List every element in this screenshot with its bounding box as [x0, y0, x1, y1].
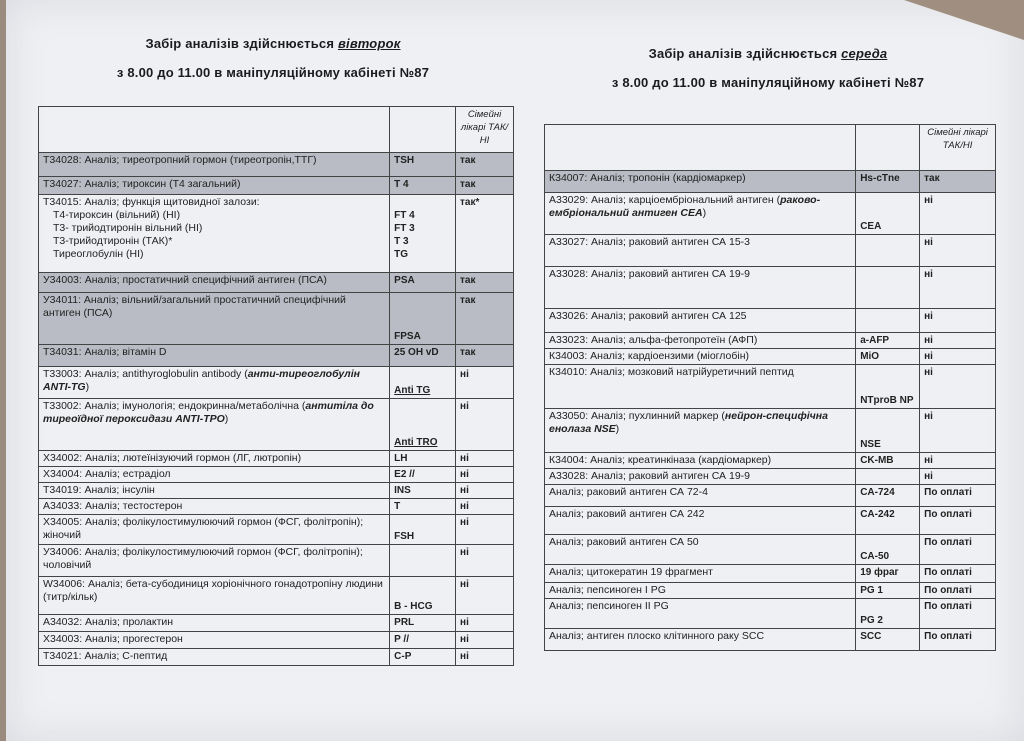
- analysis-code-text: LH: [394, 453, 408, 464]
- left-analysis-name: [39, 153, 390, 177]
- left-analysis-name: [39, 615, 390, 632]
- left-table-row: [39, 293, 514, 345]
- right-analysis-name: [545, 599, 856, 629]
- analysis-name-text: Аналіз; раковий антиген СА 50: [549, 536, 699, 548]
- left-analysis-code: [390, 367, 456, 399]
- right-title-day: середа: [841, 46, 888, 61]
- left-header-row: [39, 107, 514, 153]
- right-analysis-code: [856, 349, 920, 365]
- analysis-code-text: CK-MB: [860, 455, 894, 466]
- analysis-name-text: Т33003: Аналіз; antithyroglobulin antibody (: [43, 368, 248, 380]
- right-analysis-code: [856, 171, 920, 193]
- right-table-row: [545, 583, 996, 599]
- left-table-row: [39, 273, 514, 293]
- left-family-doctor-status: [456, 451, 514, 467]
- background-corner: [904, 0, 1024, 40]
- left-table-row: [39, 345, 514, 367]
- status-text: так: [460, 275, 476, 286]
- analysis-code-text: B - HCG: [394, 601, 433, 612]
- status-text: так*: [460, 197, 480, 208]
- right-analysis-name: [545, 309, 856, 333]
- analysis-name-end: ): [224, 413, 229, 425]
- status-text: ні: [924, 411, 933, 422]
- analysis-name-text: А34033: Аналіз; тестостерон: [43, 500, 183, 512]
- left-title-line2: з 8.00 до 11.00 в маніпуляційному кабінеті №87: [116, 65, 430, 80]
- right-family-doctor-status: [920, 309, 996, 333]
- left-family-doctor-status: [456, 483, 514, 499]
- left-analysis-name: [39, 649, 390, 666]
- right-table-row: [545, 171, 996, 193]
- analysis-code-text: NSE: [860, 439, 881, 450]
- left-schedule: [30, 36, 516, 80]
- analysis-name-text: Аналіз; антиген плоско клітинного раку SCC: [549, 630, 765, 642]
- analysis-name-text: У34006: Аналіз; фолікулостимулюючий гормон (ФСГ, фолітропін); чоловічий: [43, 546, 363, 571]
- analysis-code-text: CA-724: [860, 487, 895, 498]
- status-text: ні: [924, 367, 933, 378]
- left-family-doctor-status: [456, 649, 514, 666]
- left-family-doctor-status: [456, 345, 514, 367]
- left-title-day: вівторок: [337, 36, 401, 51]
- status-text: По оплаті: [924, 567, 972, 578]
- status-text: так: [460, 179, 476, 190]
- analysis-code-text: SCC: [860, 631, 882, 642]
- right-header-cell: [856, 125, 920, 171]
- analysis-code-text: FSH: [394, 531, 415, 542]
- left-family-doctor-status: [456, 273, 514, 293]
- right-analysis-name: [545, 535, 856, 565]
- right-table-row: [545, 365, 996, 409]
- right-table-row: [545, 629, 996, 651]
- analysis-code-text: NTproB NP: [860, 395, 914, 406]
- left-analysis-code: [390, 483, 456, 499]
- right-family-doctor-status: [920, 599, 996, 629]
- right-family-doctor-status: [920, 171, 996, 193]
- status-text: ні: [460, 369, 469, 380]
- analysis-name-text: Аналіз; пепсиноген I PG: [549, 584, 666, 596]
- analysis-sub-item: Т4-тироксин (вільний) (НІ): [53, 209, 181, 221]
- right-family-doctor-status: [920, 193, 996, 235]
- analysis-name-text: Аналіз; цитокератин 19 фрагмент: [549, 566, 713, 578]
- status-text: ні: [924, 311, 933, 322]
- right-analysis-name: [545, 333, 856, 349]
- left-analysis-name: [39, 632, 390, 649]
- right-table-row: [545, 565, 996, 583]
- right-analysis-name: [545, 469, 856, 485]
- left-analysis-name: [39, 399, 390, 451]
- analysis-name-emphasis: анти-тиреоглобулін ANTI-TG: [43, 368, 360, 393]
- status-text: ні: [460, 547, 469, 558]
- right-table-row: [545, 485, 996, 507]
- status-text: так: [460, 347, 476, 358]
- right-analysis-name: [545, 565, 856, 583]
- left-analysis-name: [39, 367, 390, 399]
- right-table-row: [545, 309, 996, 333]
- right-analysis-name: [545, 583, 856, 599]
- left-analysis-code: [390, 545, 456, 577]
- analysis-code-text: TG: [394, 249, 409, 260]
- left-analysis-name: [39, 293, 390, 345]
- analysis-code-text: T: [394, 501, 401, 512]
- left-family-doctor-status: [456, 515, 514, 545]
- analysis-name-emphasis: антитіла до тиреоїдної пероксидази ANTI-TPO: [43, 400, 374, 425]
- status-text: По оплаті: [924, 487, 972, 498]
- left-analysis-code: [390, 515, 456, 545]
- analysis-name-text: А33050: Аналіз; пухлинний маркер (: [549, 410, 725, 422]
- right-family-doctor-status: [920, 453, 996, 469]
- left-table-row: [39, 467, 514, 483]
- right-header-row: [545, 125, 996, 171]
- right-analysis-code: [856, 193, 920, 235]
- analysis-name-text: А34032: Аналіз; пролактин: [43, 616, 174, 628]
- analysis-code-text: PRL: [394, 617, 415, 628]
- analysis-code-text: TSH: [394, 155, 415, 166]
- right-family-doctor-status: [920, 485, 996, 507]
- right-table-row: [545, 349, 996, 365]
- analysis-name-text: А33029: Аналіз; карціоембріональний антиген (: [549, 194, 781, 206]
- left-table-row: [39, 515, 514, 545]
- left-analysis-name: [39, 577, 390, 615]
- right-table-row: [545, 535, 996, 565]
- left-analysis-code: [390, 273, 456, 293]
- left-analysis-code: [390, 577, 456, 615]
- analysis-name-text: А33027: Аналіз; раковий антиген СА 15-3: [549, 236, 750, 248]
- analysis-name-text: К34003: Аналіз; кардіоензими (міоглобін): [549, 350, 749, 362]
- left-analysis-code: [390, 632, 456, 649]
- left-family-doctor-status: [456, 577, 514, 615]
- analysis-name-text: К34010: Аналіз; мозковий натрійуретичний пептид: [549, 366, 794, 378]
- status-text: По оплаті: [924, 509, 972, 520]
- left-analysis-code: [390, 399, 456, 451]
- right-analysis-code: [856, 507, 920, 535]
- right-family-doctor-status: [920, 629, 996, 651]
- status-text: ні: [460, 651, 469, 662]
- status-text: так: [924, 173, 940, 184]
- status-text: ні: [460, 485, 469, 496]
- right-family-doctor-status: [920, 469, 996, 485]
- analysis-name-text: А33026: Аналіз; раковий антиген СА 125: [549, 310, 747, 322]
- analysis-name-text: У34011: Аналіз; вільний/загальний простатичний специфічний антиген (ПСА): [43, 294, 346, 319]
- left-analysis-code: [390, 615, 456, 632]
- right-analysis-code: [856, 629, 920, 651]
- right-family-doctor-status: [920, 409, 996, 453]
- left-family-doctor-status: [456, 499, 514, 515]
- right-analysis-code: [856, 365, 920, 409]
- analysis-code-text: 25 OH vD: [394, 347, 439, 358]
- analysis-code-text: CA-242: [860, 509, 895, 520]
- analysis-name-text: Т34027: Аналіз; тироксин (Т4 загальний): [43, 178, 241, 190]
- right-analysis-name: [545, 507, 856, 535]
- analysis-name-emphasis: нейрон-специфічна енолаза NSE: [549, 410, 828, 435]
- analysis-name-text: Аналіз; раковий антиген СА 242: [549, 508, 705, 520]
- right-family-doctor-status: [920, 565, 996, 583]
- analysis-sub-item: Т3- трийодтиронін вільний (НІ): [53, 222, 203, 234]
- left-analysis-table: [38, 106, 514, 666]
- left-analysis-name: [39, 177, 390, 195]
- right-table-row: [545, 469, 996, 485]
- left-table-row: [39, 545, 514, 577]
- analysis-code-text: a-AFP: [860, 335, 890, 346]
- analysis-code-text: E2 //: [394, 469, 415, 480]
- analysis-code-text: Т 4: [394, 179, 409, 190]
- status-text: По оплаті: [924, 601, 972, 612]
- right-analysis-code: [856, 565, 920, 583]
- right-table-row: [545, 193, 996, 235]
- right-title-line1: [538, 46, 998, 61]
- left-table-row: [39, 499, 514, 515]
- right-family-doctor-status: [920, 235, 996, 267]
- status-text: ні: [460, 579, 469, 590]
- left-table-row: [39, 649, 514, 666]
- right-schedule: [538, 46, 998, 90]
- left-header-cell: [39, 107, 390, 153]
- analysis-code-text: PG 2: [860, 615, 883, 626]
- left-analysis-code: [390, 293, 456, 345]
- analysis-name-text: Х34004: Аналіз; естрадіол: [43, 468, 171, 480]
- analysis-name-text: А33023: Аналіз; альфа-фетопротеїн (АФП): [549, 334, 758, 346]
- analysis-sub-item: Тиреоглобулін (НІ): [53, 248, 144, 260]
- status-text: ні: [460, 517, 469, 528]
- analysis-name-text: Т34028: Аналіз; тиреотропний гормон (тиреотропін,ТТГ): [43, 154, 317, 166]
- right-analysis-code: [856, 309, 920, 333]
- analysis-code-text: Т 3: [394, 236, 409, 247]
- analysis-name-text: А33028: Аналіз; раковий антиген СА 19-9: [549, 268, 750, 280]
- left-title-prefix: Забір аналізів здійснюється: [145, 36, 338, 51]
- right-analysis-code: [856, 469, 920, 485]
- analysis-name-text: Х34005: Аналіз; фолікулостимулюючий гормон (ФСГ, фолітропін); жіночий: [43, 516, 364, 541]
- left-table-row: [39, 632, 514, 649]
- analysis-name-text: Аналіз; раковий антиген СА 72-4: [549, 486, 708, 498]
- analysis-name-text: К34004: Аналіз; креатинкіназа (кардіомаркер): [549, 454, 772, 466]
- right-table-row: [545, 235, 996, 267]
- analysis-name-text: Т34021: Аналіз; С-пептид: [43, 650, 168, 662]
- right-family-doctor-status: [920, 267, 996, 309]
- left-table-row: [39, 195, 514, 273]
- right-analysis-name: [545, 453, 856, 469]
- analysis-name-text: Аналіз; пепсиноген II PG: [549, 600, 669, 612]
- right-family-doctor-status: [920, 583, 996, 599]
- right-analysis-name: [545, 171, 856, 193]
- analysis-name-end: ): [615, 423, 620, 435]
- status-text: ні: [460, 401, 469, 412]
- left-family-doctor-status: [456, 177, 514, 195]
- left-analysis-name: [39, 483, 390, 499]
- left-header-family-doctors: Сімейні лікарі ТАК/НІ: [460, 109, 509, 146]
- status-text: По оплаті: [924, 537, 972, 548]
- left-table-row: [39, 177, 514, 195]
- left-title-line1: [30, 36, 516, 51]
- analysis-name-text: К34007: Аналіз; тропонін (кардіомаркер): [549, 172, 746, 184]
- left-analysis-name: [39, 515, 390, 545]
- analysis-code-text: FT 3: [394, 223, 415, 234]
- left-analysis-code: [390, 195, 456, 273]
- right-table-row: [545, 453, 996, 469]
- status-text: ні: [924, 237, 933, 248]
- analysis-name-text: Т34015: Аналіз; функція щитовидної залози:: [43, 196, 260, 208]
- left-analysis-name: [39, 545, 390, 577]
- status-text: ні: [924, 471, 933, 482]
- right-analysis-code: [856, 535, 920, 565]
- status-text: ні: [924, 269, 933, 280]
- status-text: По оплаті: [924, 631, 972, 642]
- right-title-prefix: Забір аналізів здійснюється: [648, 46, 842, 61]
- right-family-doctor-status: [920, 349, 996, 365]
- right-analysis-name: [545, 629, 856, 651]
- left-table-row: [39, 399, 514, 451]
- right-analysis-code: [856, 453, 920, 469]
- left-table-row: [39, 615, 514, 632]
- analysis-name-text: Х34003: Аналіз; прогестерон: [43, 633, 183, 645]
- left-family-doctor-status: [456, 195, 514, 273]
- left-family-doctor-status: [456, 153, 514, 177]
- left-analysis-code: [390, 177, 456, 195]
- right-analysis-name: [545, 235, 856, 267]
- status-text: ні: [924, 455, 933, 466]
- right-family-doctor-status: [920, 535, 996, 565]
- right-table-row: [545, 333, 996, 349]
- analysis-code-text: FT 4: [394, 210, 415, 221]
- status-text: ні: [924, 351, 933, 362]
- analysis-name-text: W34006: Аналіз; бета-субодиниця хоріонічного гонадотропіну людини (титр/кільк): [43, 578, 383, 603]
- right-family-doctor-status: [920, 507, 996, 535]
- status-text: ні: [924, 335, 933, 346]
- status-text: так: [460, 295, 476, 306]
- left-family-doctor-status: [456, 615, 514, 632]
- analysis-name-end: ): [702, 207, 707, 219]
- analysis-code-text: 19 фраг: [860, 567, 899, 578]
- status-text: ні: [924, 195, 933, 206]
- left-table-row: [39, 483, 514, 499]
- right-table-row: [545, 409, 996, 453]
- status-text: ні: [460, 501, 469, 512]
- right-table-row: [545, 507, 996, 535]
- analysis-name-text: У34003: Аналіз; простатичний специфічний антиген (ПСА): [43, 274, 327, 286]
- analysis-code-text: PG 1: [860, 585, 883, 596]
- right-header-cell: [920, 125, 996, 171]
- right-table-row: [545, 267, 996, 309]
- left-analysis-code: [390, 153, 456, 177]
- analysis-sub-item: Т3-трийодтиронін (ТАК)*: [53, 235, 173, 247]
- left-analysis-name: [39, 345, 390, 367]
- left-family-doctor-status: [456, 545, 514, 577]
- left-family-doctor-status: [456, 399, 514, 451]
- status-text: ні: [460, 453, 469, 464]
- left-family-doctor-status: [456, 467, 514, 483]
- status-text: По оплаті: [924, 585, 972, 596]
- right-analysis-code: [856, 599, 920, 629]
- analysis-code-text: Hs-cTne: [860, 173, 900, 184]
- right-analysis-name: [545, 485, 856, 507]
- left-table-row: [39, 577, 514, 615]
- right-header-cell: [545, 125, 856, 171]
- left-table-row: [39, 451, 514, 467]
- right-analysis-name: [545, 409, 856, 453]
- left-analysis-name: [39, 499, 390, 515]
- right-analysis-code: [856, 267, 920, 309]
- right-family-doctor-status: [920, 333, 996, 349]
- right-analysis-name: [545, 193, 856, 235]
- right-title-line2: з 8.00 до 11.00 в маніпуляційному кабінеті №87: [611, 75, 925, 90]
- right-header-family-doctors: Сімейні лікарі ТАК/НІ: [927, 127, 988, 151]
- analysis-code-text: Anti TG: [394, 385, 431, 396]
- left-analysis-code: [390, 451, 456, 467]
- left-table-row: [39, 153, 514, 177]
- left-family-doctor-status: [456, 293, 514, 345]
- right-analysis-code: [856, 583, 920, 599]
- right-analysis-code: [856, 333, 920, 349]
- analysis-name-text: Т34019: Аналіз; інсулін: [43, 484, 155, 496]
- left-analysis-code: [390, 649, 456, 666]
- analysis-name-end: ): [85, 381, 90, 393]
- left-analysis-code: [390, 345, 456, 367]
- right-family-doctor-status: [920, 365, 996, 409]
- left-header-cell: [390, 107, 456, 153]
- analysis-name-emphasis: раково-ембріональний антиген СЕА: [549, 194, 821, 219]
- right-analysis-code: [856, 235, 920, 267]
- left-analysis-name: [39, 273, 390, 293]
- analysis-code-text: P //: [394, 634, 409, 645]
- status-text: ні: [460, 469, 469, 480]
- left-family-doctor-status: [456, 632, 514, 649]
- analysis-code-text: C-P: [394, 651, 412, 662]
- left-analysis-code: [390, 499, 456, 515]
- analysis-code-text: FPSA: [394, 331, 421, 342]
- status-text: так: [460, 155, 476, 166]
- analysis-name-text: Х34002: Аналіз; лютеїнізуючий гормон (ЛГ, лютропін): [43, 452, 302, 464]
- left-analysis-name: [39, 467, 390, 483]
- analysis-code-text: INS: [394, 485, 411, 496]
- left-analysis-code: [390, 467, 456, 483]
- right-analysis-name: [545, 365, 856, 409]
- status-text: ні: [460, 617, 469, 628]
- right-analysis-name: [545, 349, 856, 365]
- analysis-code-text: CEA: [860, 221, 882, 232]
- right-analysis-code: [856, 485, 920, 507]
- left-analysis-name: [39, 195, 390, 273]
- analysis-name-text: Т33002: Аналіз; імунологія; ендокринна/метаболічна (: [43, 400, 306, 412]
- analysis-name-text: А33028: Аналіз; раковий антиген СА 19-9: [549, 470, 750, 482]
- analysis-code-text: MiO: [860, 351, 880, 362]
- status-text: ні: [460, 634, 469, 645]
- left-analysis-name: [39, 451, 390, 467]
- left-header-cell: [456, 107, 514, 153]
- analysis-code-text: PSA: [394, 275, 415, 286]
- analysis-name-text: Т34031: Аналіз; вітамін D: [43, 346, 167, 358]
- analysis-code-text: CA-50: [860, 551, 890, 562]
- right-table-row: [545, 599, 996, 629]
- analysis-code-text: Anti TRO: [394, 437, 438, 448]
- left-family-doctor-status: [456, 367, 514, 399]
- left-table-row: [39, 367, 514, 399]
- right-analysis-code: [856, 409, 920, 453]
- right-analysis-table: [544, 124, 996, 651]
- right-analysis-name: [545, 267, 856, 309]
